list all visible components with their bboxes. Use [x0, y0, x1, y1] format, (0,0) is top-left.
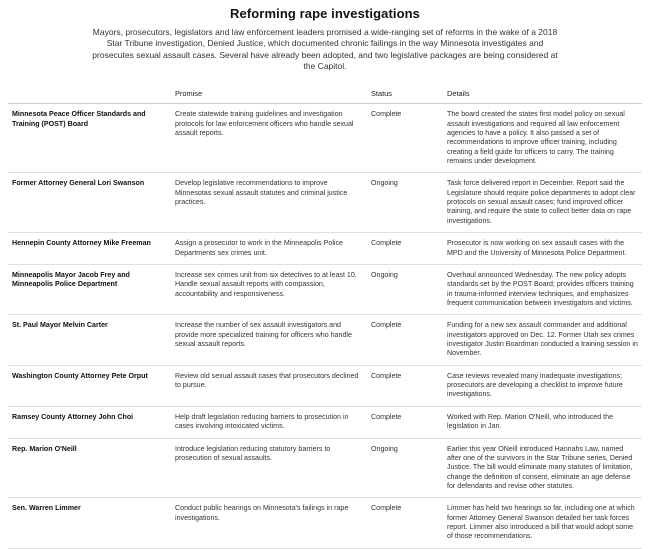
row-promise: Review old sexual assault cases that prosecutors declined to pursue. — [171, 365, 367, 406]
row-details: Funding for a new sex assault commander and additional investigators approved on Dec. 12. Former Utah sex crimes investigator Justin Boardman conducted a training session in November. — [443, 315, 642, 365]
row-details: Prosecutor is now working on sex assault cases with the MPD and the University of Minnesota Police Department. — [443, 233, 642, 265]
table-row — [8, 365, 642, 406]
row-promise: Help draft legislation reducing barriers to prosecution in cases involving intoxicated victims. — [171, 406, 367, 438]
row-promise: Introduce legislation reducing statutory barriers to prosecution of sexual assaults. — [171, 438, 367, 498]
row-promise: Increase sex crimes unit from six detectives to at least 10. Handle sexual assault reports with compassion, accountability and responsiveness. — [171, 264, 367, 314]
row-official: Former Attorney General Lori Swanson — [8, 173, 171, 233]
row-promise: Develop legislative recommendations to improve Minnesotas sexual assault statutes and criminal justice practices. — [171, 173, 367, 233]
row-promise: Conduct public hearings on Minnesota's failings in rape investigations. — [171, 498, 367, 548]
table-row — [8, 233, 642, 265]
header-promise: Promise — [171, 86, 367, 104]
table-row — [8, 406, 642, 438]
row-status: Ongoing — [367, 173, 443, 233]
row-official: Ramsey County Attorney John Choi — [8, 406, 171, 438]
table-body — [8, 104, 642, 549]
row-official: Hennepin County Attorney Mike Freeman — [8, 233, 171, 265]
row-official: St. Paul Mayor Melvin Carter — [8, 315, 171, 365]
table-row — [8, 264, 642, 314]
row-official: Rep. Marion O'Neill — [8, 438, 171, 498]
row-official: Minnesota Peace Officer Standards and Training (POST) Board — [8, 104, 171, 173]
row-status: Complete — [367, 104, 443, 173]
row-promise: Create statewide training guidelines and investigation protocols for law enforcement officers who handle sexual assault reports. — [171, 104, 367, 173]
row-status: Complete — [367, 365, 443, 406]
table-header-row — [8, 86, 642, 104]
header-official — [8, 86, 171, 104]
intro-text: Mayors, prosecutors, legislators and law enforcement leaders promised a wide-ranging set of reforms in the wake of a 2018 Star Tribune investigation, Denied Justice, which documented chronic failings in the way Minnesota investigates and prosecutes sexual assault cases. Several have already been adopted, and two legislative packages are being considered at the Capitol. — [92, 27, 558, 71]
row-details: Worked with Rep. Marion O'Neill, who introduced the legislation in Jan. — [443, 406, 642, 438]
row-promise: Assign a prosecutor to work in the Minneapolis Police Departments sex crimes unit. — [171, 233, 367, 265]
row-status: Complete — [367, 233, 443, 265]
reforms-table — [8, 86, 642, 549]
row-status: Complete — [367, 315, 443, 365]
row-status: Ongoing — [367, 438, 443, 498]
table-row — [8, 438, 642, 498]
table-row — [8, 498, 642, 548]
table-row — [8, 104, 642, 173]
row-details: Limmer has held two hearings so far, including one at which former Attorney General Swanson detailed her task forces report. Limmer also introduced a bill that would adopt some of those recommendations. — [443, 498, 642, 548]
row-details: Overhaul announced Wednesday. The new policy adopts standards set by the POST Board; provides officers training in trauma-informed interview techniques, and emphasizes frequent communication between investigators and victims. — [443, 264, 642, 314]
row-status: Ongoing — [367, 264, 443, 314]
row-status: Complete — [367, 498, 443, 548]
row-details: The board created the states first model policy on sexual assault investigations and required all law enforcement agencies to have a policy. It also passed a set of recommendations to improve officer training, including creating a field guide for officers to carry. The training remains under development. — [443, 104, 642, 173]
row-status: Complete — [367, 406, 443, 438]
header-status: Status — [367, 86, 443, 104]
page-title: Reforming rape investigations — [230, 6, 420, 21]
row-details: Task force delivered report in December. Report said the Legislature should require police departments to adopt clear protocols on sexual assault cases; fund improved officer training, and require the state to collect better data on rape investigations. — [443, 173, 642, 233]
table-row — [8, 173, 642, 233]
row-details: Earlier this year ONeill introduced Hannahs Law, named after one of the survivors in the Star Tribune series, Denied Justice. The bill would eliminate many statutes of limitation, change the definition of consent, eliminate an age defense for defendants and revise other statutes. — [443, 438, 642, 498]
row-official: Minneapolis Mayor Jacob Frey and Minneapolis Police Department — [8, 264, 171, 314]
row-promise: Increase the number of sex assault investigators and provide more specialized training for officers who handle sexual assault reports. — [171, 315, 367, 365]
row-details: Case reviews revealed many inadequate investigations; prosecutors are developing a checklist to improve future investigations. — [443, 365, 642, 406]
row-official: Washington County Attorney Pete Orput — [8, 365, 171, 406]
table-row — [8, 315, 642, 365]
row-official: Sen. Warren Limmer — [8, 498, 171, 548]
header-details: Details — [443, 86, 642, 104]
